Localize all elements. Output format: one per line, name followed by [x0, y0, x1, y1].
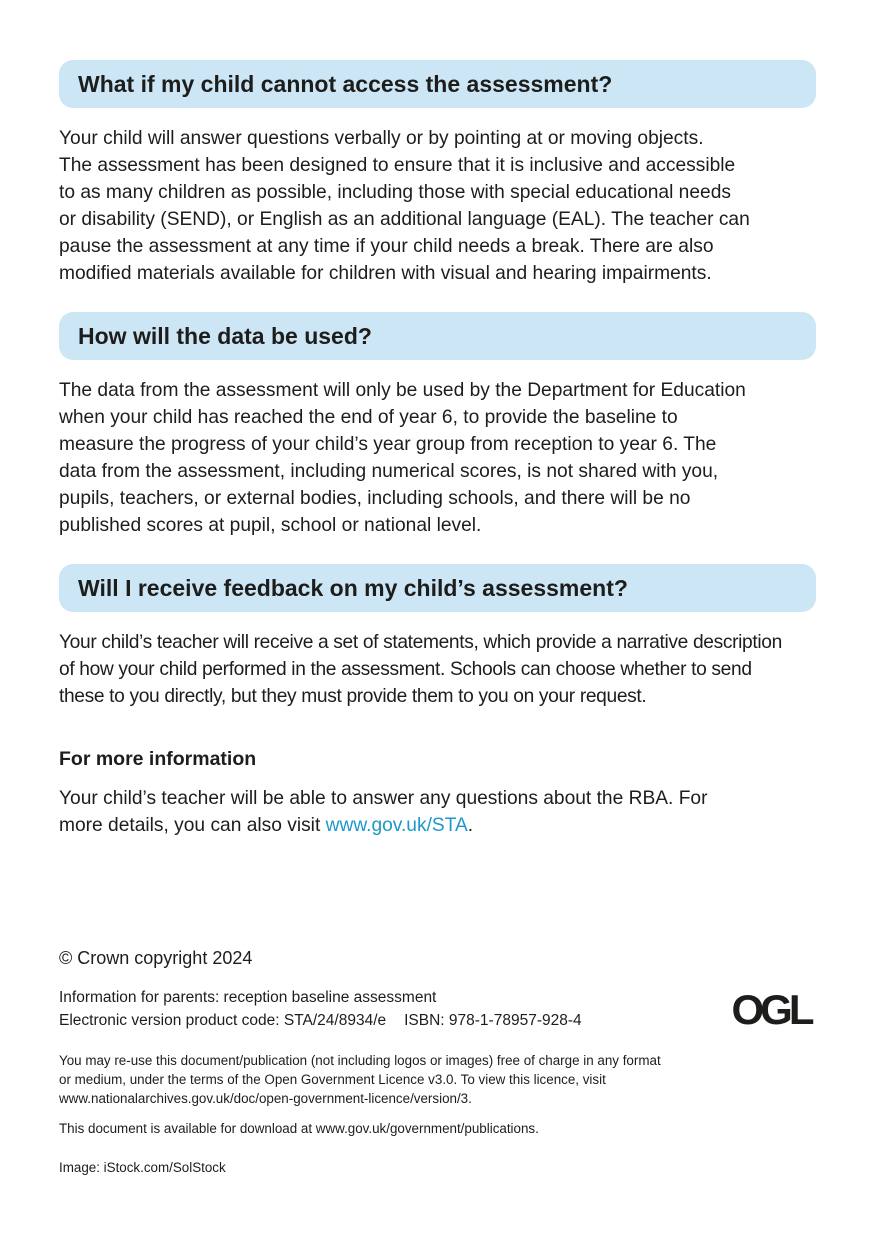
- ogl-logo-text: OGL: [731, 990, 811, 1030]
- isbn: ISBN: 978-1-78957-928-4: [404, 1012, 582, 1029]
- section-heading-text: What if my child cannot access the assessment?: [78, 70, 613, 97]
- section-body-data-use: [59, 377, 816, 539]
- licence-line: You may re-use this document/publication (not including logos or images) free of charge in any format: [59, 1053, 661, 1068]
- body-line: pause the assessment at any time if your child needs a break. There are also: [59, 236, 714, 257]
- body-line: these to you directly, but they must provide them to you on your request.: [59, 686, 647, 707]
- copyright-notice: © Crown copyright 2024: [59, 948, 253, 968]
- section-heading-access: [59, 60, 816, 108]
- body-line: modified materials available for children with visual and hearing impairments.: [59, 263, 712, 284]
- licence-line: www.nationalarchives.gov.uk/doc/open-government-licence/version/3.: [59, 1091, 472, 1106]
- body-line: of how your child performed in the assessment. Schools can choose whether to send: [59, 659, 752, 680]
- body-line: to as many children as possible, including those with special educational needs: [59, 182, 731, 203]
- body-line: measure the progress of your child’s year group from reception to year 6. The: [59, 434, 717, 455]
- ogl-logo: [726, 990, 816, 1030]
- body-line: when your child has reached the end of year 6, to provide the baseline to: [59, 407, 678, 428]
- body-line: The data from the assessment will only be used by the Department for Education: [59, 380, 746, 401]
- section-heading-data-use: [59, 312, 816, 360]
- sta-link[interactable]: www.gov.uk/STA: [325, 815, 468, 836]
- image-credit: Image: iStock.com/SolStock: [59, 1160, 226, 1175]
- body-line: The assessment has been designed to ensure that it is inclusive and accessible: [59, 155, 736, 176]
- body-line: Your child’s teacher will receive a set of statements, which provide a narrative description: [59, 632, 782, 653]
- body-line: data from the assessment, including numerical scores, is not shared with you,: [59, 461, 719, 482]
- section-body-access: [59, 125, 816, 287]
- product-code: Electronic version product code: STA/24/8934/e: [59, 1012, 387, 1029]
- section-body-feedback: [59, 629, 816, 710]
- body-line: .: [467, 815, 474, 836]
- section-heading-text: Will I receive feedback on my child’s assessment?: [78, 574, 628, 601]
- body-line: pupils, teachers, or external bodies, including schools, and there will be no: [59, 488, 691, 509]
- more-info-heading: For more information: [59, 748, 257, 770]
- body-line: Your child will answer questions verbally or by pointing at or moving objects.: [59, 128, 704, 149]
- more-info-body: [59, 785, 816, 839]
- body-line: more details, you can also visit: [59, 815, 326, 836]
- body-line: Your child’s teacher will be able to answer any questions about the RBA. For: [59, 788, 708, 809]
- licence-line: or medium, under the terms of the Open Government Licence v3.0. To view this licence, visit: [59, 1072, 606, 1087]
- licence-notice: [59, 1051, 739, 1108]
- publication-title: Information for parents: reception baseline assessment: [59, 989, 437, 1006]
- body-line: or disability (SEND), or English as an additional language (EAL). The teacher can: [59, 209, 750, 230]
- publication-meta: [59, 986, 582, 1032]
- download-notice: This document is available for download at www.gov.uk/government/publications.: [59, 1121, 539, 1136]
- section-heading-feedback: [59, 564, 816, 612]
- body-line: published scores at pupil, school or national level.: [59, 515, 482, 536]
- section-heading-text: How will the data be used?: [78, 322, 372, 349]
